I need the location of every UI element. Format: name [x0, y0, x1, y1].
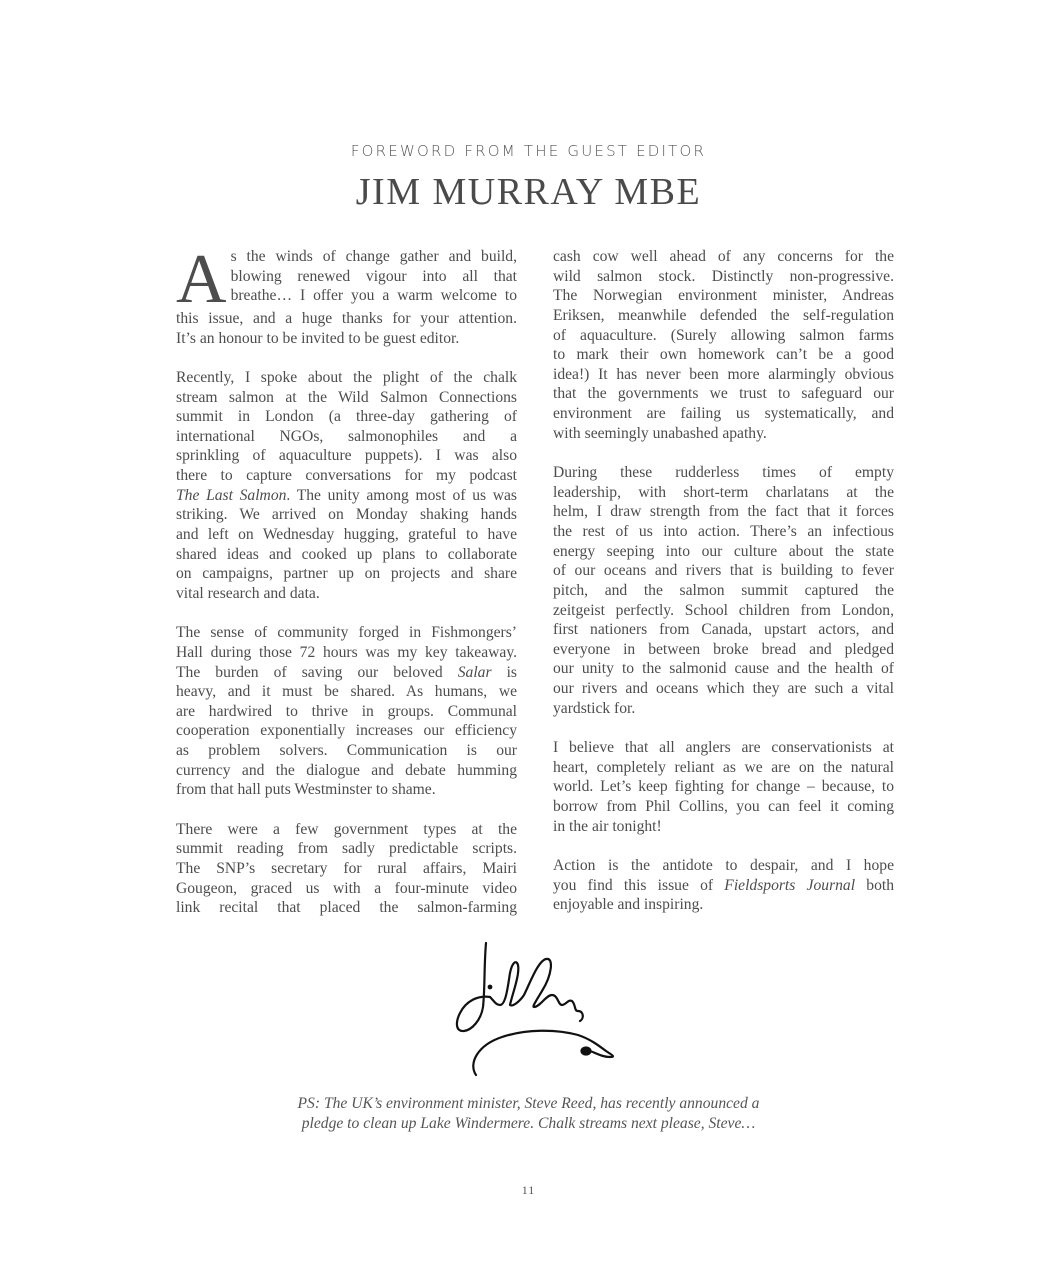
text-line: as problem solvers. Communication is our	[176, 742, 517, 760]
text-line: enjoyable and inspiring.	[553, 896, 704, 914]
text-line: on campaigns, partner up on projects and share	[176, 565, 517, 583]
text-line: The SNP’s secretary for rural affairs, Mairi	[176, 859, 517, 877]
text-line: currency and the dialogue and debate humming	[176, 761, 517, 779]
text-line: During these rudderless times of empty	[553, 464, 894, 482]
text-line: and left on Wednesday hugging, grateful to have	[176, 526, 517, 544]
text-fragment: The burden of saving our beloved	[176, 663, 458, 681]
text-line: Hall during those 72 hours was my key takeaway.	[176, 643, 517, 661]
text-line: cooperation exponentially increases our efficiency	[176, 722, 517, 740]
text-line	[176, 486, 517, 506]
text-line: heart, completely reliant as we are on the natural	[553, 758, 894, 776]
text-line: helm, I draw strength from the fact that it forces	[553, 503, 894, 521]
text-line: to mark their own homework can’t be a good	[553, 346, 894, 364]
text-line: zeitgeist perfectly. School children from London,	[553, 601, 894, 619]
text-line: environment are failing us systematically, and	[553, 405, 894, 423]
text-line: with seemingly unabashed apathy.	[553, 424, 767, 442]
text-line: blowing renewed vigour into all that	[230, 267, 517, 285]
text-line: our rivers and oceans which they are such a vital	[553, 680, 894, 698]
text-line	[176, 663, 517, 683]
paragraph-intro	[176, 241, 517, 348]
text-line: It’s an honour to be invited to be guest editor.	[176, 329, 460, 347]
left-column	[176, 241, 517, 918]
podcast-title: The Last Salmon	[176, 486, 287, 504]
text-line: heavy, and it must be shared. As humans, we	[176, 683, 517, 701]
text-line: summit reading from sadly predictable scripts.	[176, 840, 517, 858]
text-line: The Norwegian environment minister, Andreas	[553, 287, 894, 305]
text-line: link recital that placed the salmon-farming	[176, 899, 517, 917]
text-line: stream salmon at the Wild Salmon Connections	[176, 388, 517, 406]
text-line: leadership, with short-term charlatans at the	[553, 483, 894, 501]
text-line: cash cow well ahead of any concerns for the	[553, 248, 894, 265]
text-line: that the governments we trust to safeguard our	[553, 385, 894, 403]
text-line: Gougeon, graced us with a four-minute video	[176, 879, 517, 897]
text-line: wild salmon stock. Distinctly non-progressive.	[553, 267, 894, 285]
text-line: summit in London (a three-day gathering of	[176, 408, 517, 426]
paragraph-leadership	[553, 463, 894, 718]
text-line: this issue, and a huge thanks for your attention.	[176, 310, 517, 327]
text-line: from that hall puts Westminster to shame.	[176, 781, 436, 799]
text-line: yardstick for.	[553, 699, 636, 717]
text-line: the rest of us into action. There’s an infectious	[553, 522, 894, 540]
postscript-line: pledge to clean up Lake Windermere. Chalk streams next please, Steve…	[301, 1114, 756, 1132]
paragraph-anglers	[553, 738, 894, 836]
salar-italic: Salar	[457, 663, 492, 681]
text-fragment: . The unity among most of us was	[286, 486, 517, 504]
publication-title: Fieldsports Journal	[724, 876, 856, 894]
text-line: idea!) It has never been more alarmingly obvious	[553, 365, 894, 383]
text-line: Eriksen, meanwhile defended the self-regulation	[553, 306, 894, 324]
text-line: in the air tonight!	[553, 817, 662, 835]
text-line: are hardwired to thrive in groups. Communal	[176, 702, 517, 720]
postscript-line: PS: The UK’s environment minister, Steve Reed, has recently announced a	[297, 1095, 760, 1112]
section-kicker: FOREWORD FROM THE GUEST EDITOR	[350, 142, 707, 160]
text-line: everyone in between broke bread and pledged	[553, 640, 894, 658]
text-fragment: both	[855, 876, 894, 894]
page-number: 11	[521, 1183, 536, 1197]
postscript	[0, 1094, 1057, 1133]
text-fragment: is	[491, 663, 517, 681]
paragraph-community	[176, 623, 517, 800]
text-line: of aquaculture. (Surely allowing salmon farms	[553, 326, 894, 344]
paragraph-government	[176, 820, 517, 918]
text-line: There were a few government types at the	[176, 820, 517, 838]
text-line: vital research and data.	[176, 584, 320, 602]
text-line: s the winds of change gather and build,	[230, 248, 517, 265]
signature-icon	[450, 935, 630, 1080]
text-line: borrow from Phil Collins, you can feel it coming	[553, 797, 894, 815]
paragraph-closing	[553, 856, 894, 915]
page-title: JIM MURRAY MBE	[355, 171, 702, 213]
paragraph-summit	[176, 368, 517, 604]
paragraph-cash-cow	[553, 247, 894, 443]
text-line: The sense of community forged in Fishmongers’	[176, 624, 517, 642]
text-line: breathe… I offer you a warm welcome to	[230, 287, 517, 305]
text-line: striking. We arrived on Monday shaking hands	[176, 506, 517, 524]
text-fragment: you find this issue of	[553, 876, 725, 894]
text-line: energy seeping into our culture about the state	[553, 542, 894, 560]
text-line: world. Let’s keep fighting for change – because, to	[553, 778, 894, 796]
drop-cap: A	[176, 241, 227, 318]
text-line: there to capture conversations for my podcast	[176, 467, 517, 485]
text-line: sprinkling of aquaculture puppets). I was also	[176, 447, 517, 465]
text-line: I believe that all anglers are conservationists at	[553, 739, 894, 757]
text-line: first nationers from Canada, upstart actors, and	[553, 621, 894, 639]
right-column	[553, 247, 894, 915]
text-line	[553, 876, 894, 896]
text-line: Action is the antidote to despair, and I hope	[553, 856, 894, 874]
text-line: our unity to the salmonid cause and the health of	[553, 660, 894, 678]
text-line: of our oceans and rivers that is building to fever	[553, 562, 894, 580]
text-line: pitch, and the salmon summit captured the	[553, 581, 894, 599]
text-line: Recently, I spoke about the plight of the chalk	[176, 368, 517, 386]
text-line: shared ideas and cooked up plans to collaborate	[176, 545, 517, 563]
text-line: international NGOs, salmonophiles and a	[176, 427, 517, 445]
